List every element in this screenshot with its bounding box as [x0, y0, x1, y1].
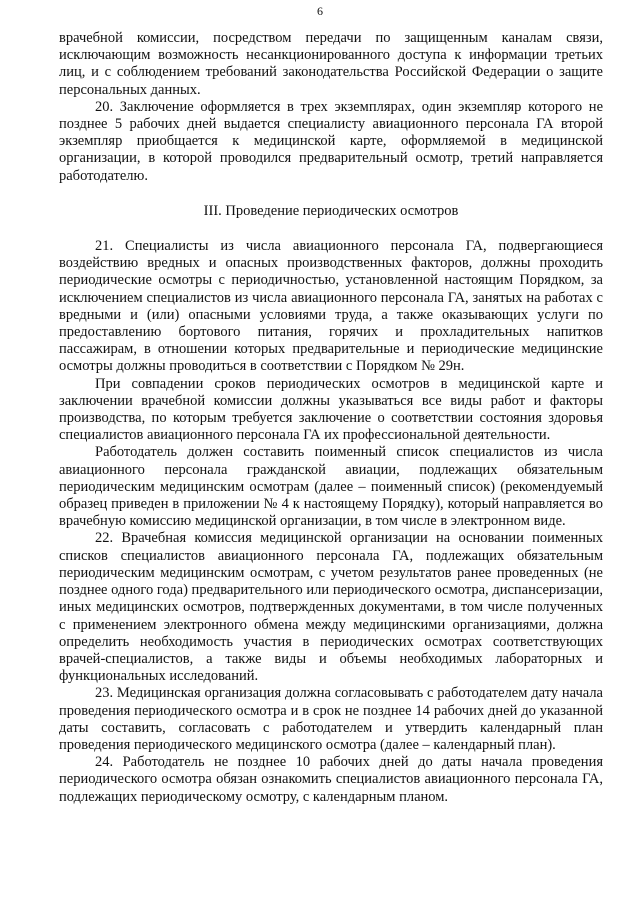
document-body — [59, 30, 603, 806]
paragraph-21: 21. Специалисты из числа авиационного персонала ГА, подвергающиеся воздействию вредных и опасных производственных факторов, должны проходить периодические осмотры с периодичностью, установленной настоящим Порядком, за исключением специалистов из числа авиационного персонала ГА, занятых на работах с вредными и (или) опасными условиями труда, а также оказывающих услуги по предоставлению бортового питания, горячих и прохладительных напитков пассажирам, в отношении которых предварительные и периодические медицинские осмотры должны проводиться в соответствии с Порядком № 29н. — [59, 238, 603, 375]
page-number: 6 — [317, 4, 323, 18]
paragraph-21-employer-list: Работодатель должен составить поименный список специалистов из числа авиационного персонала гражданской авиации, подлежащих обязательным периодическим медицинским осмотрам (далее – поименный список) (рекомендуемый образец приведен в приложении № 4 к настоящему Порядку), который направляется во врачебную комиссию медицинской организации, в том числе в электронном виде. — [59, 444, 603, 530]
section-heading: III. Проведение периодических осмотров — [203, 202, 459, 219]
paragraph-24: 24. Работодатель не позднее 10 рабочих дней до даты начала проведения периодического осмотра обязан ознакомить специалистов авиационного персонала ГА, подлежащих периодическому осмотру, с календарным планом. — [59, 754, 603, 805]
paragraph-20: 20. Заключение оформляется в трех экземплярах, один экземпляр которого не позднее 5 рабочих дней выдается специалисту авиационного персонала ГА второй экземпляр приобщается к медицинской карте, оформляемой в медицинской организации, в которой проводился предварительный осмотр, третий направляется работодателю. — [59, 98, 603, 184]
paragraph-23: 23. Медицинская организация должна согласовывать с работодателем дату начала проведения периодического осмотра и в срок не позднее 14 рабочих дней до указанной даты составить, согласовать с работодателем и утвердить календарный план проведения периодического медицинского осмотра (далее – календарный план). — [59, 685, 603, 753]
paragraph-continuation: врачебной комиссии, посредством передачи по защищенным каналам связи, исключающим возможность несанкционированного доступа к информации третьих лиц, и с соблюдением требований законодательства Российской Федерации о защите персональных данных. — [59, 30, 603, 98]
paragraph-21-coincidence: При совпадении сроков периодических осмотров в медицинской карте и заключении врачебной комиссии должны указываться все виды работ и факторы производства, по которым требуется заключение о соответствии состояния здоровья специалистов авиационного персонала ГА их профессиональной деятельности. — [59, 375, 603, 444]
paragraph-22: 22. Врачебная комиссия медицинской организации на основании поименных списков специалистов авиационного персонала ГА, подлежащих обязательным периодическим медицинским осмотрам, с учетом результатов ранее проведенных (не позднее одного года) предварительного или периодического осмотра, диспансеризации, иных медицинских осмотров, подтвержденных документами, в том числе полученных с применением электронного обмена между медицинскими организациями, должна определить необходимость участия в периодических осмотрах соответствующих врачей-специалистов, а также виды и объемы необходимых лабораторных и функциональных исследований. — [59, 530, 603, 685]
